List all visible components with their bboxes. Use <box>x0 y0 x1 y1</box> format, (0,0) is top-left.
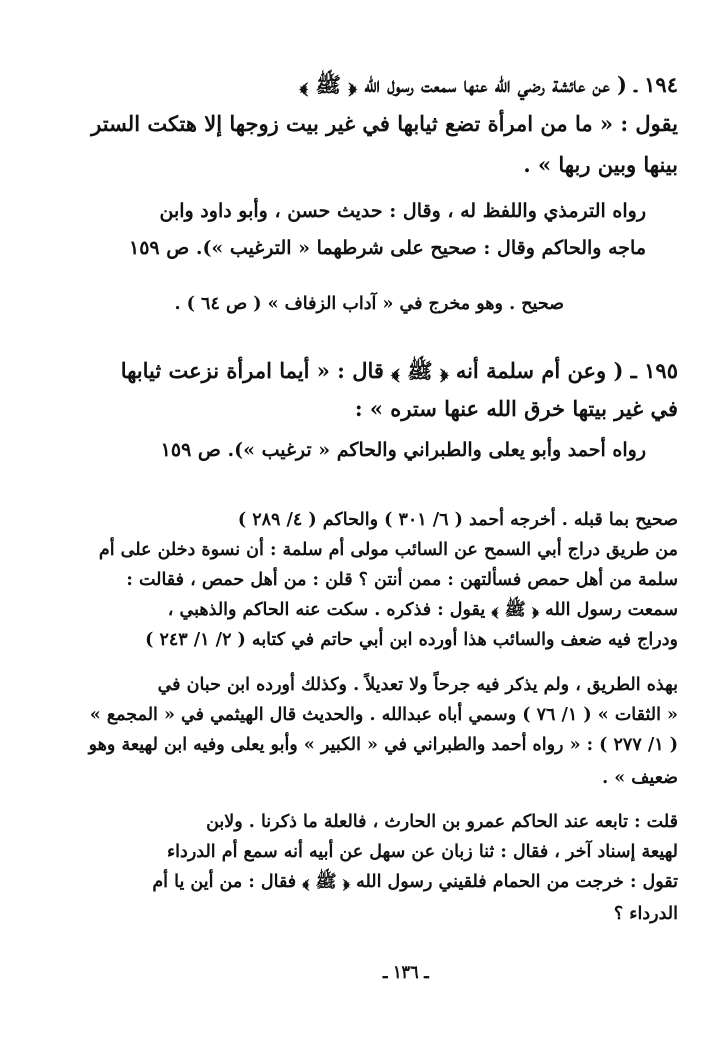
hadith-194-grading: صحيح . وهو مخرج في « آداب الزفاف » ( ص ٦٤ ) . <box>174 294 564 314</box>
commentary-line-8: ( ١/ ٢٧٧ ) : « رواه أحمد والطبراني في « الكبير » وأبو يعلى وفيه ابن لهيعة وهو <box>88 735 678 755</box>
hadith-195-line-1: ١٩٥ ـ ( وعن أم سلمة أنه ﴿ ﷺ ﴾ قال : « أيما امرأة نزعت ثيابها <box>120 358 678 383</box>
commentary-line-2: من طريق دراج أبي السمح عن السائب مولى أم سلمة : أن نسوة دخلن على أم <box>98 540 678 560</box>
hadith-194-line-2: يقول : « ما من امرأة تضع ثيابها في غير بيت زوجها إلا هتكت الستر <box>91 111 678 136</box>
note-line-3: تقول : خرجت من الحمام فلقيني رسول الله ﴿ ﷺ ﴾ فقال : من أين يا أم <box>152 872 678 892</box>
commentary-line-1: صحيح بما قبله . أخرجه أحمد ( ٦/ ٣٠١ ) والحاكم ( ٤/ ٢٨٩ ) <box>237 510 678 530</box>
hadith-194-line-1: ١٩٤ ـ ( عن عائشة رضي الله عنها سمعت رسول الله ﴿ ﷺ ﴾ <box>299 72 678 97</box>
commentary-line-7: « الثقات » ( ١/ ٧٦ ) وسمي أباه عبدالله . والحديث قال الهيثمي في « المجمع » <box>89 705 678 725</box>
commentary-line-9: ضعيف » . <box>602 768 678 788</box>
hadith-195-source: رواه أحمد وأبو يعلى والطبراني والحاكم « ترغيب »). ص ١٥٩ <box>160 439 646 461</box>
hadith-195-line-2: في غير بيتها خرق الله عنها ستره » : <box>354 396 678 421</box>
commentary-line-4: سمعت رسول الله ﴿ ﷺ ﴾ يقول : فذكره . سكت عنه الحاكم والذهبي ، <box>167 600 678 620</box>
hadith-194-source-line-2: ماجه والحاكم وقال : صحيح على شرطهما « الترغيب »). ص ١٥٩ <box>129 237 646 259</box>
hadith-194-line-3: بينها وبين ربها » . <box>523 152 678 177</box>
note-line-2: لهيعة إسناد آخر ، فقال : ثنا زبان عن سهل عن أبيه أنه سمع أم الدرداء <box>166 842 678 862</box>
commentary-line-3: سلمة من أهل حمص فسألتهن : ممن أنتن ؟ قلن : من أهل حمص ، فقالت : <box>126 570 678 590</box>
note-line-1: قلت : تابعه عند الحاكم عمرو بن الحارث ، فالعلة ما ذكرنا . ولابن <box>206 812 678 832</box>
commentary-line-5: ودراج فيه ضعف والسائب هذا أورده ابن أبي حاتم في كتابه ( ٢/ ١/ ٢٤٣ ) <box>145 630 678 650</box>
hadith-194-source-line-1: رواه الترمذي واللفظ له ، وقال : حديث حسن ، وأبو داود وابن <box>159 200 646 222</box>
note-line-4: الدرداء ؟ <box>613 904 678 924</box>
commentary-line-6: بهذه الطريق ، ولم يذكر فيه جرحاً ولا تعديلاً . وكذلك أورده ابن حبان في <box>157 675 678 695</box>
page-number: ـ ١٣٦ ـ <box>382 962 429 983</box>
